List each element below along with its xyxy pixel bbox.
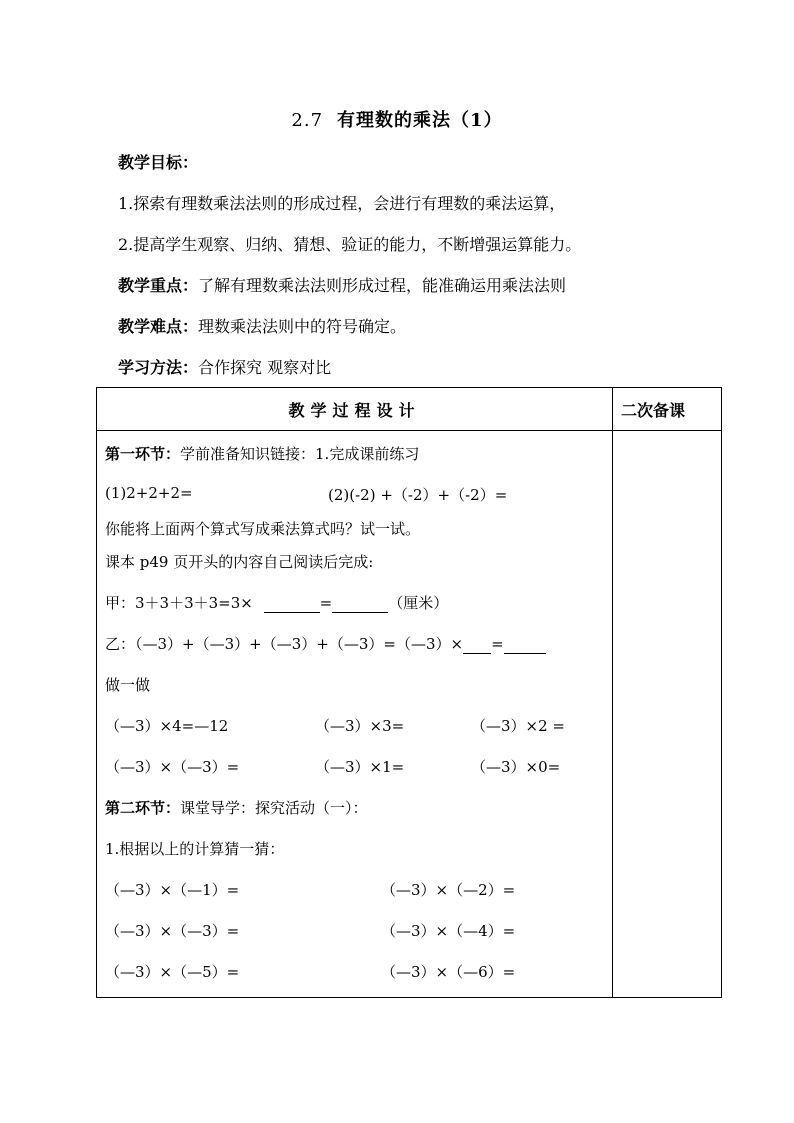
yi-blank-1[interactable] — [463, 635, 491, 654]
guess-r3c2: （—3）×（—6）= — [381, 963, 516, 981]
section1-label: 第一环节： — [105, 445, 181, 463]
process-cell — [97, 431, 613, 998]
question-text: 你能将上面两个算式写成乘法算式吗？试一试。 — [105, 520, 421, 538]
do-heading: 做一做 — [105, 676, 151, 694]
yi-equals: = — [491, 635, 504, 653]
guess-r2c1: （—3）×（—3）= — [105, 922, 240, 940]
jia-blank-1[interactable] — [264, 594, 320, 613]
exercise-2: (2)(-2) +（-2）+（-2）= — [328, 486, 508, 504]
notes-cell[interactable] — [613, 431, 722, 998]
key-point-line — [118, 273, 566, 296]
method-line — [118, 355, 331, 378]
table-header-process: 教学过程设计 — [97, 388, 613, 431]
difficulty-label: 教学难点： — [118, 317, 199, 336]
jia-line — [105, 592, 448, 613]
objective-item-2: 2.提高学生观察、归纳、猜想、验证的能力，不断增强运算能力。 — [118, 235, 582, 254]
practice-r1c1: （—3）×4=—12 — [105, 717, 229, 735]
yi-expression: 乙：（—3）+（—3）+（—3）+（—3）=（—3）× — [105, 635, 464, 653]
key-point-label: 教学重点： — [118, 276, 199, 295]
objectives-heading — [118, 150, 198, 173]
method-label: 学习方法： — [118, 358, 199, 377]
practice-r2c3: （—3）×0= — [471, 758, 561, 776]
lesson-table — [96, 387, 722, 998]
section2-text: 课堂导学：探究活动（一）： — [180, 799, 368, 817]
section2-label: 第二环节： — [105, 799, 181, 817]
guess-instruction: 1.根据以上的计算猜一猜： — [105, 840, 285, 858]
jia-expression: 甲：3＋3＋3＋3=3× — [105, 594, 253, 612]
jia-blank-2[interactable] — [332, 594, 388, 613]
title-text: 有理数的乘法（1） — [337, 110, 503, 131]
read-instruction: 课本 p49 页开头的内容自己阅读后完成: — [105, 553, 374, 571]
yi-line — [105, 633, 546, 654]
practice-r2c1: （—3）×（—3）= — [105, 758, 240, 776]
difficulty-text: 理数乘法法则中的符号确定。 — [198, 317, 407, 336]
section1-text: 学前准备知识链接：1.完成课前练习 — [180, 445, 420, 463]
jia-equals: = — [319, 594, 333, 612]
objectives-label: 教学目标： — [118, 153, 199, 172]
practice-r1c3: （—3）×2 = — [471, 717, 565, 735]
section-number: 2.7 — [291, 110, 324, 131]
section1-heading — [105, 443, 419, 464]
guess-r1c1: （—3）×（—1）= — [105, 881, 240, 899]
exercise-1: (1)2+2+2= — [105, 484, 193, 502]
jia-unit: （厘米） — [388, 594, 449, 612]
objective-item-1: 1.探索有理数乘法法则的形成过程，会进行有理数的乘法运算， — [118, 194, 566, 213]
practice-r2c2: （—3）×1= — [315, 758, 405, 776]
key-point-text: 了解有理数乘法法则形成过程，能准确运用乘法法则 — [198, 276, 567, 295]
table-header-notes: 二次备课 — [613, 388, 722, 431]
section2-heading — [105, 797, 368, 818]
guess-r2c2: （—3）×（—4）= — [381, 922, 516, 940]
guess-r3c1: （—3）×（—5）= — [105, 963, 240, 981]
page-title — [0, 106, 794, 132]
guess-r1c2: （—3）×（—2）= — [381, 881, 516, 899]
method-text: 合作探究 观察对比 — [198, 358, 332, 377]
difficulty-line — [118, 314, 406, 337]
practice-r1c2: （—3）×3= — [315, 717, 405, 735]
yi-blank-2[interactable] — [504, 635, 546, 654]
